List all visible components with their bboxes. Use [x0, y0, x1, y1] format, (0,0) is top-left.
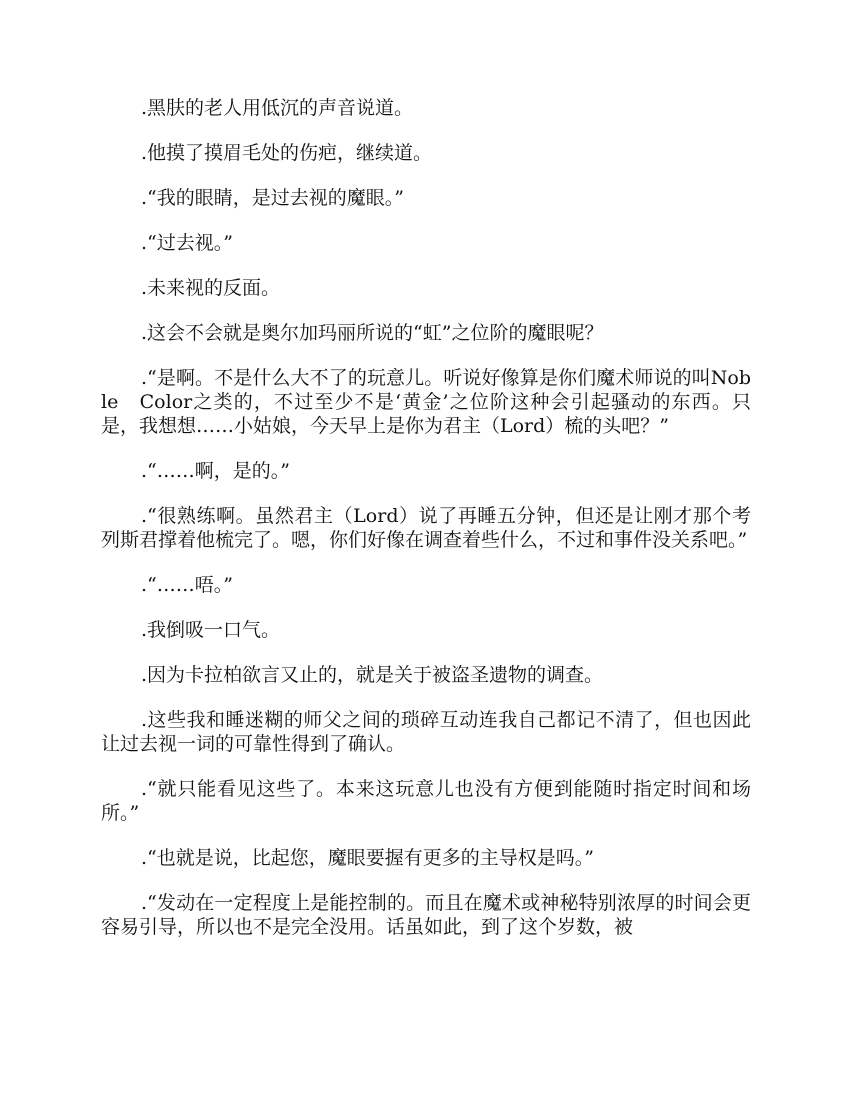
paragraph-5: .未来视的反面。 [141, 277, 281, 299]
paragraph-14: .“就只能看见这些了。本来这玩意儿也没有方便到能随时指定时间和场所。” [101, 778, 751, 824]
paragraph-9: .“很熟练啊。虽然君主（Lord）说了再睡五分钟，但还是让刚才那个考列斯君撑着他梳完了。嗯，你们好像在调查着些什么，不过和事件没关系吧。” [101, 505, 751, 551]
document-page [101, 96, 751, 960]
paragraph-1: .黑肤的老人用低沉的声音说道。 [141, 97, 414, 119]
paragraph-15: .“也就是说，比起您，魔眼要握有更多的主导权是吗。” [141, 847, 594, 869]
paragraph-6: .这会不会就是奥尔加玛丽所说的“虹”之位阶的魔眼呢？ [141, 322, 604, 344]
paragraph-4: .“过去视。” [141, 232, 233, 254]
paragraph-2: .他摸了摸眉毛处的伤疤，继续道。 [141, 142, 433, 164]
paragraph-3: .“我的眼睛，是过去视的魔眼。” [141, 187, 404, 209]
paragraph-16: .“发动在一定程度上是能控制的。而且在魔术或神秘特别浓厚的时间会更容易引导，所以也不是完全没用。话虽如此，到了这个岁数，被 [101, 892, 751, 938]
paragraph-11: .我倒吸一口气。 [141, 619, 281, 641]
paragraph-13: .这些我和睡迷糊的师父之间的琐碎互动连我自己都记不清了，但也因此让过去视一词的可靠性得到了确认。 [101, 709, 751, 755]
paragraph-7: .“是啊。不是什么大不了的玩意儿。听说好像算是你们魔术师说的叫Noble Color之类的，不过至少不是‘黄金’之位阶这种会引起骚动的东西。只是，我想想……小姑娘，今天早上是你为君主（Lord）梳的头吧？” [101, 367, 751, 437]
paragraph-10: .“……唔。” [141, 574, 233, 596]
paragraph-8: .“……啊，是的。” [141, 460, 290, 482]
paragraph-12: .因为卡拉柏欲言又止的，就是关于被盗圣遗物的调查。 [141, 664, 604, 686]
